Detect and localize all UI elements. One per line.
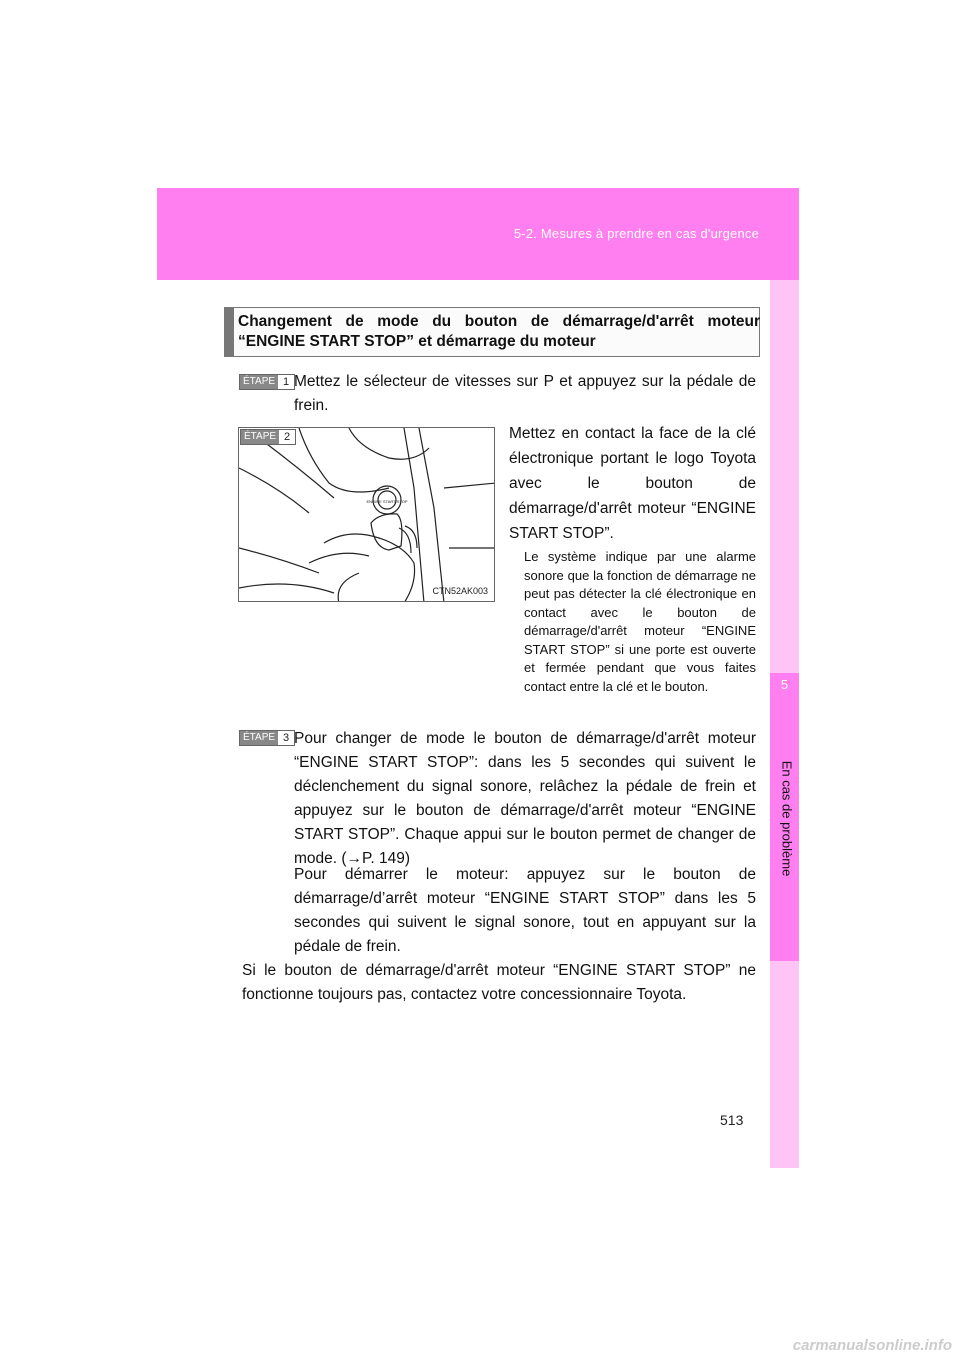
key-button-drawing [239,428,495,602]
section-heading-box [224,307,760,357]
step-number: 3 [283,732,290,744]
step-1-text: Mettez le sélecteur de vitesses sur P et appuyez sur la pédale de frein. [294,373,756,414]
section-breadcrumb: 5-2. Mesures à prendre en cas d'urgence [513,226,759,241]
step-word: ÉTAPE [240,731,278,745]
chapter-title: En cas de problème [779,760,795,877]
watermark: carmanualsonline.info [792,1337,952,1354]
step-badge-3 [239,730,295,746]
chapter-number: 5 [780,677,789,692]
chapter-tab[interactable] [770,673,799,961]
step-2-text: Mettez en contact la face de la clé électronique portant le logo Toyota avec le bouton de démarrage/d'arrêt moteur “ENGINE START STOP”. [509,425,756,542]
step-number: 1 [283,376,290,388]
section-heading-bar [225,308,234,356]
key-button-illustration [238,427,495,602]
step-badge-2 [240,429,296,445]
step-word: ÉTAPE [240,375,278,389]
page-number: 513 [720,1112,744,1128]
step-3-text: Pour changer de mode le bouton de démarrage/d'arrêt moteur “ENGINE START STOP”: dans les 5 secondes qui suivent le déclenchement du signal sonore, relâchez la pédale de frein et appuyez sur le bouton de démarrage/d'arrêt moteur “ENGINE START STOP”. Chaque appui sur le bouton permet de changer de mode. (→P. 149) [294,730,756,867]
figure-code: CTN52AK003 [432,586,488,596]
step-word: ÉTAPE [241,430,279,444]
button-label: ENGINE START STOP [366,499,408,504]
header-band [157,188,799,280]
step-badge-1 [239,374,295,390]
closing-paragraph: Si le bouton de démarrage/d'arrêt moteur “ENGINE START STOP” ne fonctionne toujours pas, contactez votre concessionnaire Toyota. [242,962,756,1003]
step-3-text-start: Pour démarrer le moteur: appuyez sur le bouton de démarrage/d’arrêt moteur “ENGINE START STOP” dans les 5 secondes qui suivent le signal sonore, tout en appuyant sur la pédale de frein. [294,866,756,955]
step-2-note: Le système indique par une alarme sonore que la fonction de démarrage ne peut pas détecter la clé électronique en contact avec le bouton de démarrage/d'arrêt moteur “ENGINE START STOP” si une porte est ouverte et fermée pendant que vous faites contact entre la clé et le bouton. [524,549,756,694]
section-heading: Changement de mode du bouton de démarrage/d'arrêt moteur “ENGINE START STOP” et démarrage du moteur [238,313,760,350]
step-number: 2 [284,431,291,443]
